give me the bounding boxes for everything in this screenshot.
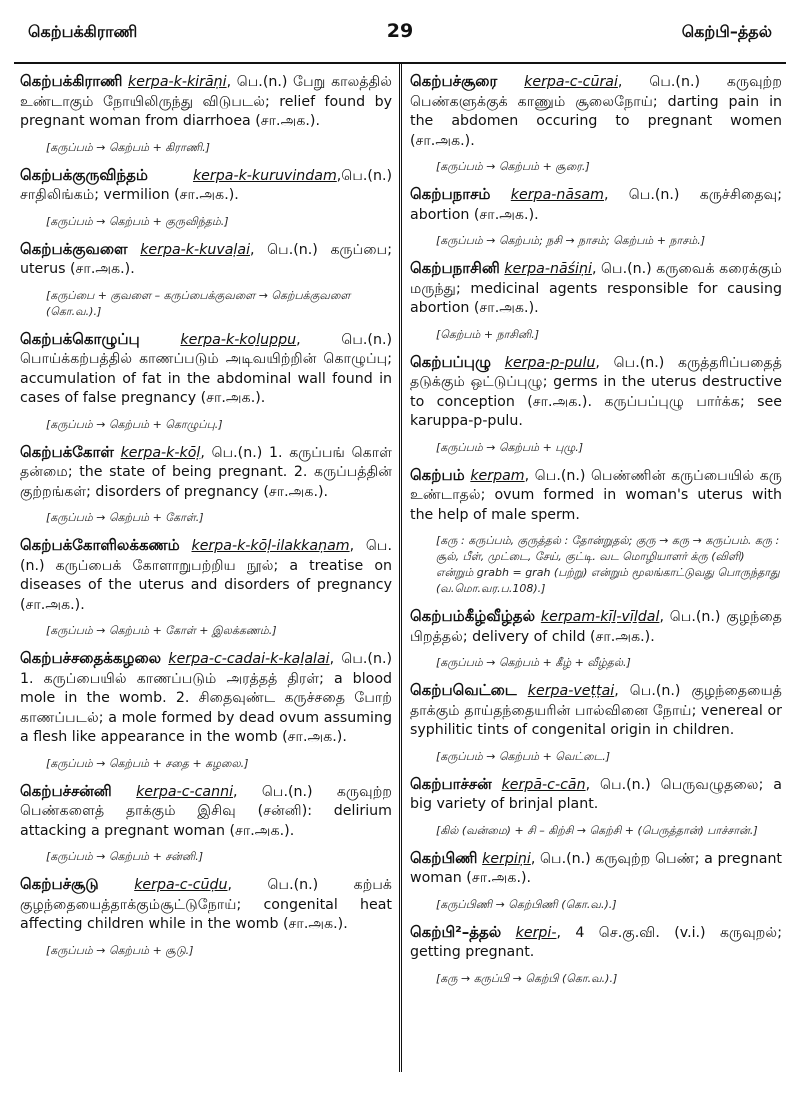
entry-text xyxy=(20,649,392,748)
dictionary-entry xyxy=(410,353,782,456)
entry-definition: , பெ.(n.) கற்பக் குழந்தையைத்தாக்கும்சூட்டுநோய்; congenital heat affecting children while in the womb (சா.அக.). xyxy=(20,877,393,932)
dictionary-entry xyxy=(20,166,392,230)
entry-etymology: [கருப்பம் → கெற்பம் + கிராணி.] xyxy=(46,140,210,154)
entry-text xyxy=(20,330,392,409)
entry-text xyxy=(410,72,782,151)
entry-etymology: [கருப்பம் → கெற்பம் + கோள் + இலக்கணம்.] xyxy=(46,624,277,637)
entry-headword: கெற்பக்கோள் xyxy=(20,442,114,461)
dictionary-entry xyxy=(410,775,782,839)
entry-text xyxy=(20,72,392,132)
entry-transliteration: kerpam xyxy=(470,467,525,484)
dictionary-entry xyxy=(410,849,782,913)
page-header xyxy=(28,22,772,56)
entry-headword: கெற்பிணி xyxy=(410,848,478,867)
entry-definition: , பெ.(n.) கருச்சிதைவு; abortion (சா.அக.). xyxy=(410,187,782,223)
entry-etymology: [கருப்பிணி → கெற்பிணி (கொ.வ.).] xyxy=(436,897,617,911)
dictionary-entry xyxy=(20,240,392,320)
entry-transliteration: kerpa-c-cadai-k-kaḻalai xyxy=(168,651,330,667)
dictionary-entry xyxy=(20,875,392,959)
dictionary-entry xyxy=(410,607,782,671)
entry-etymology: [கருப்பம் → கெற்பம் + கொழுப்பு.] xyxy=(46,417,223,431)
entry-transliteration: kerpa-k-koḻuppu xyxy=(180,331,297,348)
dictionary-entry xyxy=(410,681,782,765)
dictionary-entry xyxy=(20,649,392,772)
entry-etymology: [கில் (வன்மை) + சி – கிற்சி → கெற்சி + (பெருத்தான்) பாச்சான்.] xyxy=(436,823,758,837)
entry-etymology: [கரு → கருப்பி → கெற்பி (கொ.வ.).] xyxy=(436,971,618,985)
dictionary-entry xyxy=(20,782,392,866)
entry-definition: , பெ.(n.) பொய்க்கற்பத்தில் காணப்படும் அடிவயிற்றின் கொழுப்பு; accumulation of fat in the abdominal wall found in cases of false pregnancy (சா.அக.). xyxy=(20,331,392,406)
entry-transliteration: kerpa-c-cūḍu xyxy=(134,877,228,893)
entry-transliteration: kerpa-veṭṭai xyxy=(527,683,615,699)
entry-definition: , பெ.(n.) கருத்தரிப்பதைத் தடுக்கும் ஒட்டுப்புழு; germs in the uterus destructive to conception (சா.அக.). கருப்பப்புழு பார்க்க; see karuppa-p-pulu. xyxy=(410,354,782,429)
dictionary-entry xyxy=(410,923,782,987)
entry-headword: கெற்பக்குவளை xyxy=(20,239,128,258)
dictionary-entry xyxy=(20,536,392,639)
entry-headword: கெற்பப்புழு xyxy=(410,352,491,371)
column-divider xyxy=(399,64,402,1072)
entry-transliteration: kerpa-k-kōḷ xyxy=(120,444,201,461)
entry-text xyxy=(20,443,392,503)
entry-definition: , பெ.(n.) 1. கருப்பங் கொள் தன்மை; the state of being pregnant. 2. கருப்பத்தின் குற்றங்கள்; disorders of pregnancy (சா.அக.). xyxy=(20,444,392,500)
entry-transliteration: kerpa-nāśiṇi xyxy=(504,261,592,277)
entry-headword: கெற்பக்கிராணி xyxy=(20,72,123,90)
left-column xyxy=(20,72,392,969)
entry-headword: கெற்பநாசினி xyxy=(410,259,500,277)
entry-headword: கெற்பாச்சன் xyxy=(410,774,492,793)
entry-headword: கெற்பச்சூரை xyxy=(410,72,498,90)
entry-definition: , பெ.(n.) குழந்தையைத் தாக்கும் தாய்தந்தையரின் பால்வினை நோய்; venereal or syphilitic tints of congenital origin in children. xyxy=(410,683,782,738)
entry-text xyxy=(20,166,392,206)
entry-etymology: [கருப்பம் → கெற்பம் + சன்னி.] xyxy=(46,850,203,863)
entry-headword: கெற்பம் xyxy=(410,465,465,484)
entry-headword: கெற்பக்கொழுப்பு xyxy=(20,329,140,348)
entry-transliteration: kerpi- xyxy=(515,924,557,941)
entry-transliteration: kerpa-nāsam xyxy=(510,187,604,203)
entry-definition: , பெ.(n.) கருவுற்ற பெண்; a pregnant woman (சா.அக.). xyxy=(410,850,782,886)
entry-etymology: [கருப்பம் → கெற்பம் + சூரை.] xyxy=(436,160,590,173)
entry-definition: , பெ.(n.) 1. கருப்பையில் காணப்படும் அரத்தத் திரள்; a blood mole in the womb. 2. சிதைவுண்ட கருச்சதை போற் காணப்படல்; a mole formed by dead ovum assuming a flesh like appearance in the womb (சா.அக.). xyxy=(20,651,393,745)
entry-definition: , பெ.(n.) பெருவழுதலை; a big variety of brinjal plant. xyxy=(410,776,782,812)
entry-text xyxy=(410,185,782,225)
entry-definition: , பெ.(n.) குழந்தை பிறத்தல்; delivery of child (சா.அக.). xyxy=(410,609,783,645)
entry-text xyxy=(20,875,392,935)
entry-definition: , 4 செ.கு.வி. (v.i.) கருவுறல்; getting pregnant. xyxy=(410,924,782,960)
entry-etymology: [கருப்பம் → கெற்பம்; நசி → நாசம்; கெற்பம் + நாசம்.] xyxy=(436,234,705,247)
entry-headword: கெற்பக்குருவிந்தம் xyxy=(20,165,148,184)
entry-transliteration: kerpa-k-kirāṇi xyxy=(128,74,227,90)
dictionary-entry xyxy=(410,185,782,249)
entry-definition: , பெ.(n.) கருப்பைக் கோளாறுபற்றிய நூல்; a treatise on diseases of the uterus and disorders of pregnancy (சா.அக.). xyxy=(20,538,392,613)
page-number: 29 xyxy=(386,20,414,42)
entry-headword: கெற்பி²–த்தல் xyxy=(410,922,502,941)
dictionary-entry xyxy=(410,72,782,175)
dictionary-entry xyxy=(20,443,392,527)
entry-headword: கெற்பச்சதைக்கழலை xyxy=(20,649,162,667)
header-guide-word-right: கெற்பி–த்தல் xyxy=(681,22,772,41)
entry-transliteration: kerpiṇi xyxy=(482,850,531,867)
entry-text xyxy=(410,607,782,647)
entry-etymology: [கருப்பம் → கெற்பம் + கீழ் + வீழ்தல்.] xyxy=(436,656,631,669)
entry-text xyxy=(410,923,782,963)
entry-text xyxy=(410,849,782,889)
entry-etymology: [கருப்பை + குவளை – கருப்பைக்குவளை → கெற்பக்குவளை (கொ.வ.).] xyxy=(46,288,351,318)
dictionary-entry xyxy=(20,72,392,156)
entry-headword: கெற்பம்கீழ்வீழ்தல் xyxy=(410,607,536,625)
entry-etymology: [கருப்பம் → கெற்பம் + சூடு.] xyxy=(46,943,194,957)
entry-text xyxy=(20,536,392,615)
entry-definition: , பெ.(n.) பேறு காலத்தில் உண்டாகும் நோயிலிருந்து விடுபடல்; relief found by pregnant woman from diarrhoea (சா.அக.). xyxy=(20,74,392,129)
right-column xyxy=(410,72,782,997)
entry-definition: , பெ.(n.) கருவுற்ற பெண்களுக்குக் காணும் சூலைநோய்; darting pain in the abdomen occuring to pregnant women (சா.அக.). xyxy=(410,74,782,149)
header-guide-word-left: கெற்பக்கிராணி xyxy=(28,22,138,41)
entry-definition: , பெ.(n.) கருப்பை; uterus (சா.அக.). xyxy=(20,241,392,277)
entry-headword: கெற்பச்சன்னி xyxy=(20,781,112,800)
entry-text xyxy=(410,775,782,815)
entry-transliteration: kerpā-c-cān xyxy=(501,776,586,793)
entry-definition: ,பெ.(n.) சாதிலிங்கம்; vermilion (சா.அக.). xyxy=(20,167,392,203)
entry-transliteration: kerpa-k-kōḷ-ilakkaṇam xyxy=(191,538,350,554)
entry-transliteration: kerpa-c-canni xyxy=(136,783,234,800)
entry-headword: கெற்பவெட்டை xyxy=(410,681,517,699)
entry-headword: கெற்பக்கோளிலக்கணம் xyxy=(20,536,180,554)
entry-text xyxy=(20,782,392,842)
dictionary-entry xyxy=(20,330,392,433)
entry-text xyxy=(410,259,782,319)
entry-transliteration: kerpa-k-kuvaḷai xyxy=(140,241,251,258)
entry-headword: கெற்பச்சூடு xyxy=(20,875,99,893)
entry-etymology: [கெற்பம் + நாசினி.] xyxy=(436,327,539,341)
entry-definition: , பெ.(n.) பெண்ணின் கருப்பையில் கரு உண்டாதல்; ovum formed in woman's uterus with the help of male sperm. xyxy=(410,467,782,523)
entry-etymology: [கருப்பம் → கெற்பம் + வெட்டை.] xyxy=(436,749,611,763)
entry-etymology: [கருப்பம் → கெற்பம் + சதை + கழலை.] xyxy=(46,756,249,770)
entry-etymology: [கருப்பம் → கெற்பம் + கோள்.] xyxy=(46,511,204,524)
entry-transliteration: kerpa-c-cūrai xyxy=(524,74,618,90)
entry-definition: , பெ.(n.) கருவைக் கரைக்கும் மருந்து; medicinal agents responsible for causing abortion (சா.அக.). xyxy=(410,261,782,316)
entry-text xyxy=(410,681,782,741)
entry-transliteration: kerpa-p-pulu xyxy=(504,354,596,371)
dictionary-entry xyxy=(410,466,782,598)
entry-transliteration: kerpa-k-kuruvindam xyxy=(192,167,337,184)
entry-text xyxy=(20,240,392,280)
entry-definition: , பெ.(n.) கருவுற்ற பெண்களைத் தாக்கும் இசிவு (சன்னி): delirium attacking a pregnant woman (சா.அக.). xyxy=(20,783,393,839)
entry-headword: கெற்பநாசம் xyxy=(410,185,491,203)
entry-etymology: [கருப்பம் → கெற்பம் + குருவிந்தம்.] xyxy=(46,214,229,228)
entry-etymology: [கருப்பம் → கெற்பம் + புழு.] xyxy=(436,440,584,454)
entry-etymology: [கரு : கருப்பம், குருத்தல் : தோன்றுதல்; குரு → கரு → கருப்பம். கரு : சூல், பீள், முட்டை, சேய், குட்டி. வட மொழியாளர் க்ரு (விளி) என்றும் grabh = grah (பற்று) என்றும் மூலங்காட்டுவது பொருந்தாது (வ.மொ.வர.ப.108).] xyxy=(436,534,780,595)
entry-text xyxy=(410,353,782,432)
entry-text xyxy=(410,466,782,526)
entry-transliteration: kerpam-kīḻ-vīḻdal xyxy=(540,609,660,625)
dictionary-entry xyxy=(410,259,782,343)
